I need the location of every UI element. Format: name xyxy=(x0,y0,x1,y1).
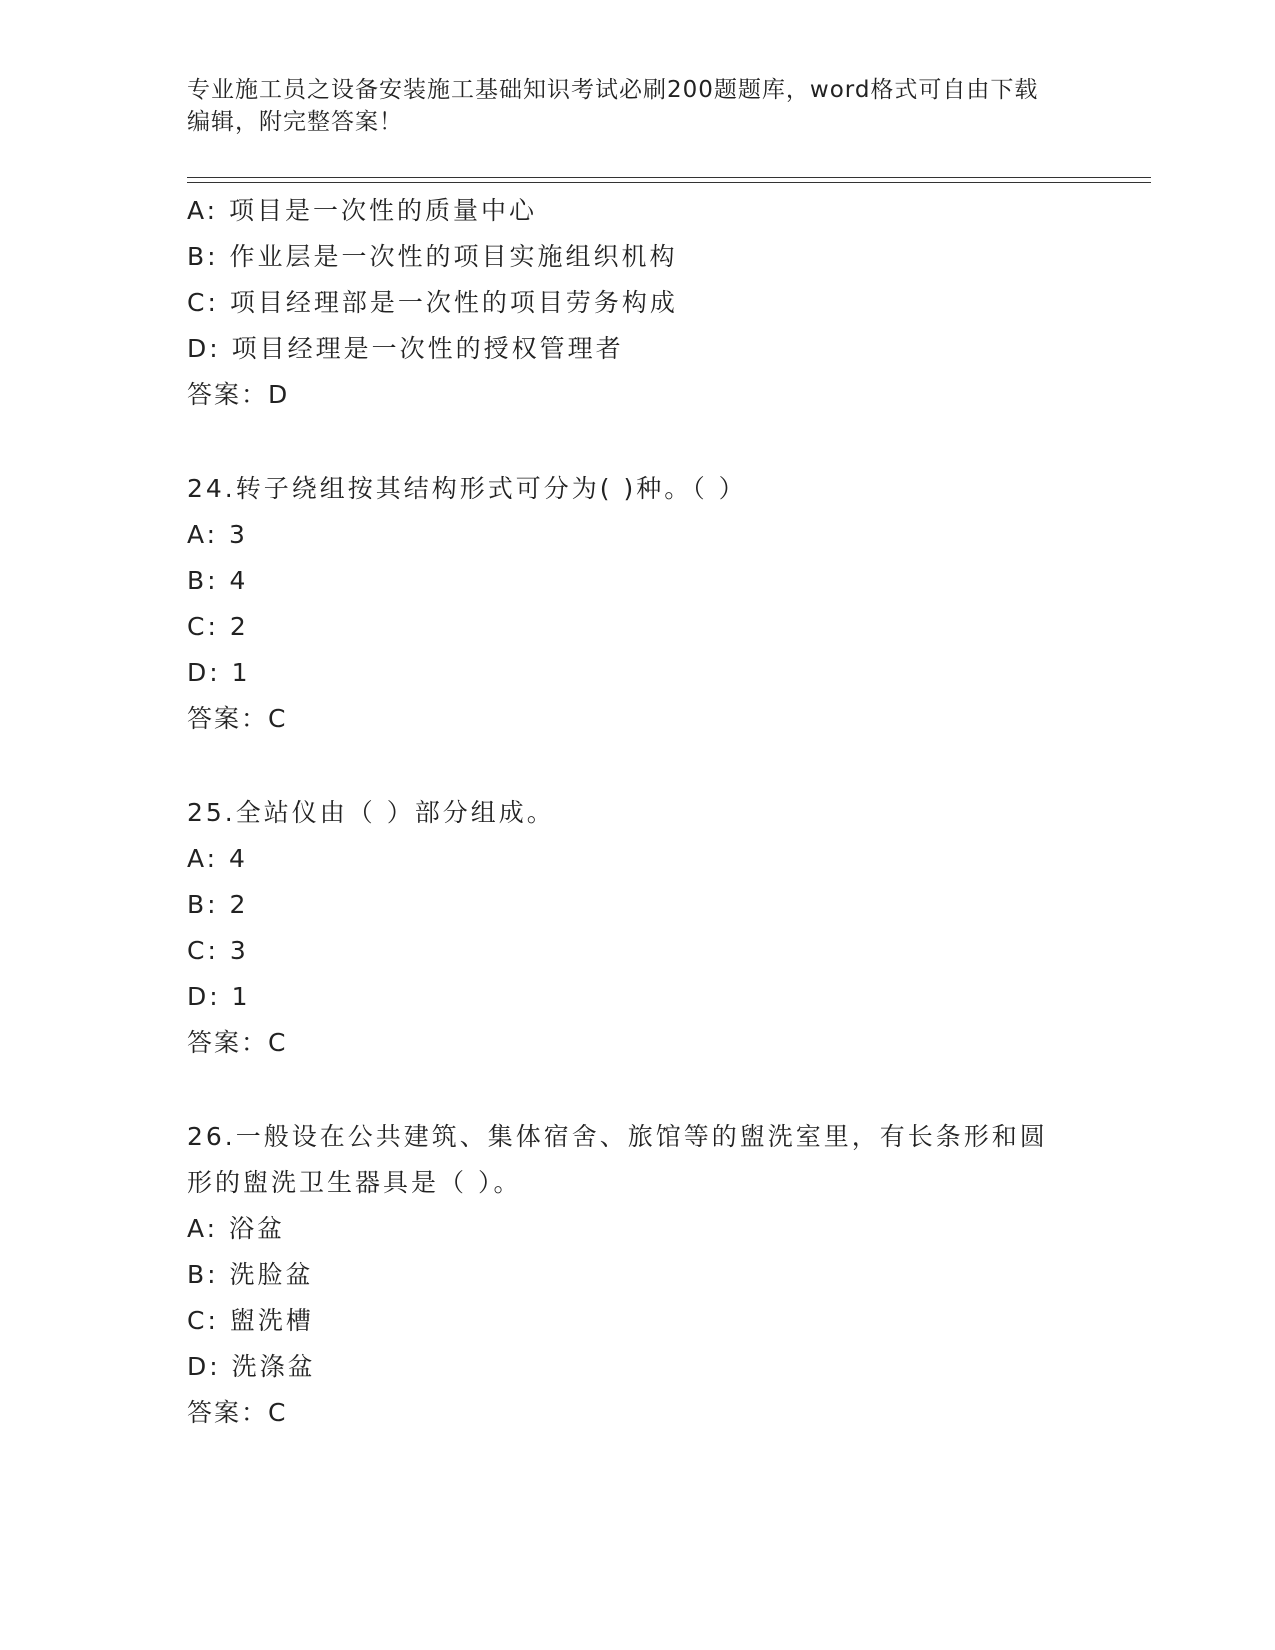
option-c: C: 盥洗槽 xyxy=(187,1306,314,1335)
option-d: D: 洗涤盆 xyxy=(187,1352,316,1381)
answer: 答案：C xyxy=(187,1398,288,1427)
option-c: C: 项目经理部是一次性的项目劳务构成 xyxy=(187,288,678,317)
option-b: B: 作业层是一次性的项目实施组织机构 xyxy=(187,242,678,271)
spacer xyxy=(187,418,1147,466)
question-stem-line-2: 形的盥洗卫生器具是（ ）。 xyxy=(187,1168,522,1197)
option-a: A: 项目是一次性的质量中心 xyxy=(187,196,538,225)
question-25 xyxy=(187,790,1147,1066)
option-a: A: 3 xyxy=(187,520,248,549)
header-line-2: 编辑，附完整答案！ xyxy=(187,109,403,135)
option-d: D: 1 xyxy=(187,658,251,687)
document-header xyxy=(187,74,1087,138)
option-a: A: 浴盆 xyxy=(187,1214,286,1243)
answer: 答案：D xyxy=(187,380,290,409)
option-d: D: 1 xyxy=(187,982,251,1011)
question-stem: 24.转子绕组按其结构形式可分为( )种。（ ） xyxy=(187,474,747,503)
header-divider-bottom xyxy=(187,182,1151,183)
option-b: B: 洗脸盆 xyxy=(187,1260,314,1289)
question-stem-line-1: 26.一般设在公共建筑、集体宿舍、旅馆等的盥洗室里，有长条形和圆 xyxy=(187,1122,1048,1151)
answer: 答案：C xyxy=(187,1028,288,1057)
question-list xyxy=(187,188,1147,1436)
spacer xyxy=(187,742,1147,790)
option-c: C: 3 xyxy=(187,936,249,965)
header-divider-top xyxy=(187,177,1151,178)
question-24 xyxy=(187,466,1147,742)
option-b: B: 4 xyxy=(187,566,249,595)
option-b: B: 2 xyxy=(187,890,249,919)
question-26 xyxy=(187,1114,1147,1436)
answer: 答案：C xyxy=(187,704,288,733)
spacer xyxy=(187,1066,1147,1114)
option-a: A: 4 xyxy=(187,844,248,873)
question-23 xyxy=(187,188,1147,418)
option-d: D: 项目经理是一次性的授权管理者 xyxy=(187,334,624,363)
header-line-1: 专业施工员之设备安装施工基础知识考试必刷200题题库，word格式可自由下载 xyxy=(187,77,1039,103)
option-c: C: 2 xyxy=(187,612,249,641)
question-stem: 25.全站仪由（ ）部分组成。 xyxy=(187,798,555,827)
